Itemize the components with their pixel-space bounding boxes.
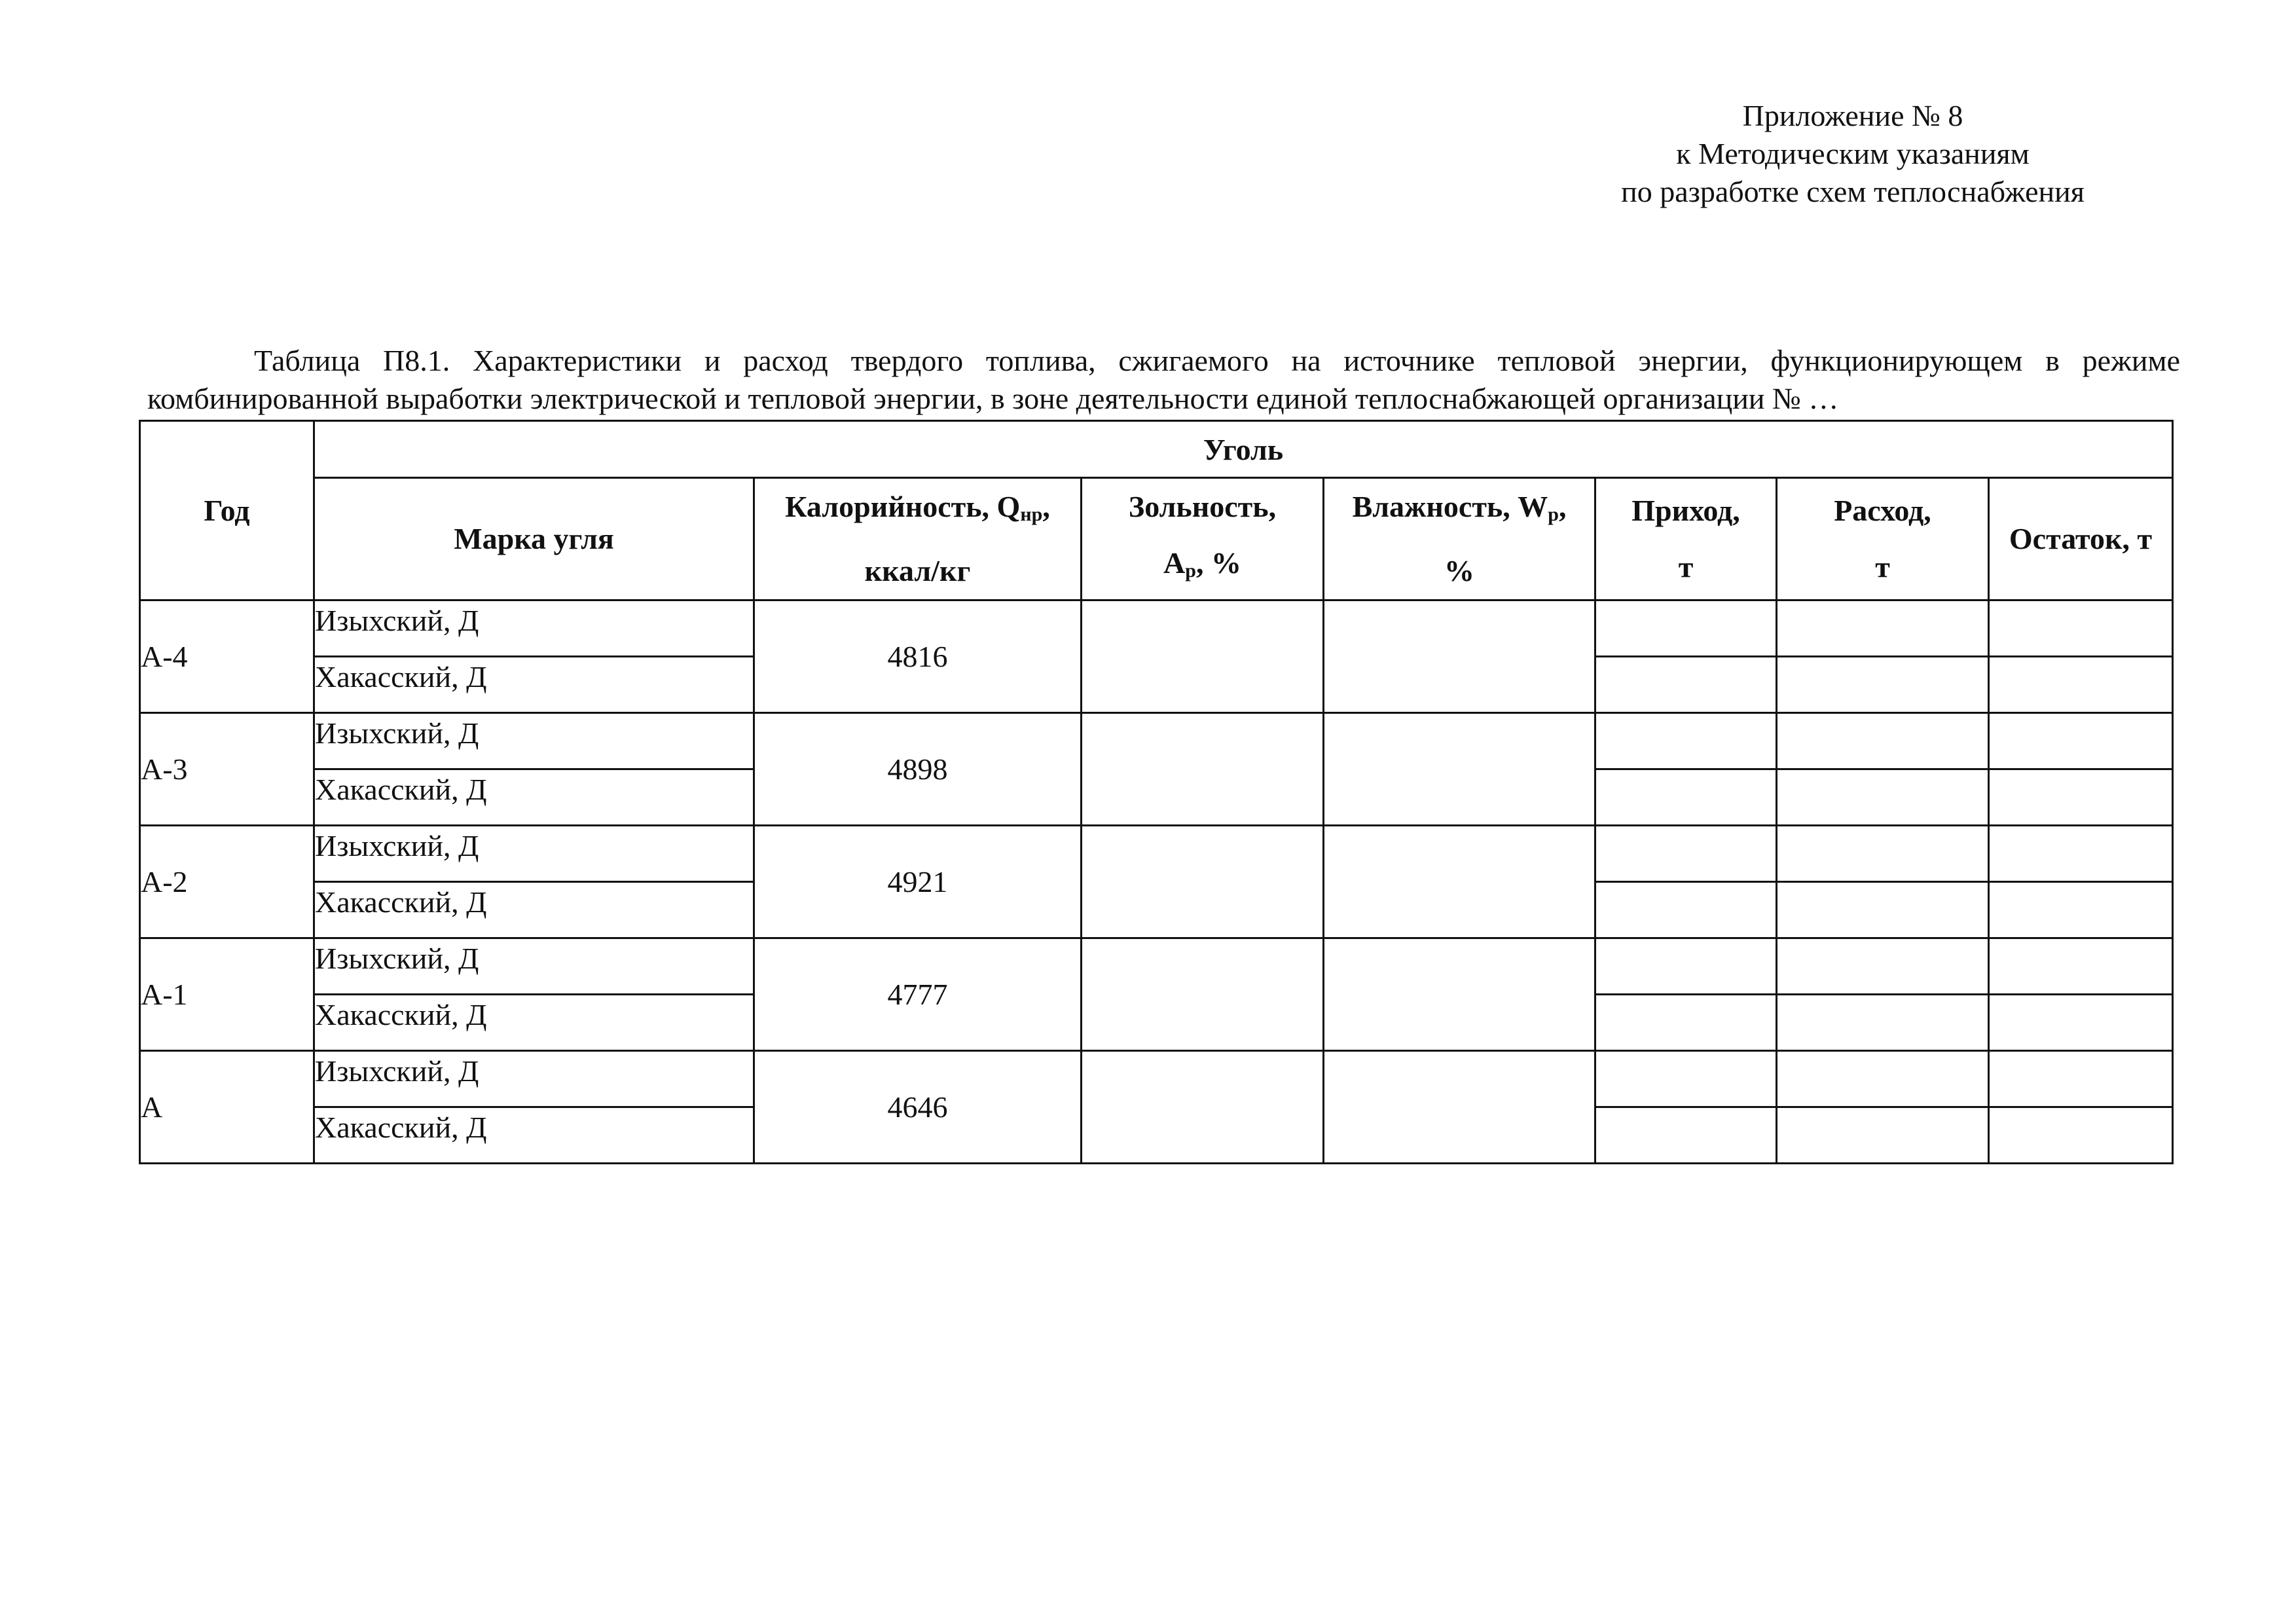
- header-income: Приход, т: [1595, 478, 1777, 600]
- header-calorific: Калорийность, $Q_{нр}$, ккал/кг: [754, 478, 1082, 600]
- balance-cell: [1989, 1051, 2173, 1107]
- balance-cell: [1989, 769, 2173, 826]
- calorific-cell: 4898: [754, 713, 1082, 826]
- expense-cell: [1777, 657, 1989, 713]
- table-row: [140, 826, 2173, 882]
- calorific-cell: 4921: [754, 826, 1082, 938]
- ash-cell: [1082, 1051, 1324, 1164]
- coal-mark-cell: Изыхский, Д: [314, 600, 754, 657]
- header-moisture: Влажность, $W_р$, %: [1324, 478, 1595, 600]
- income-cell: [1595, 1051, 1777, 1107]
- year-cell: А-2: [140, 826, 314, 938]
- coal-mark-cell: Изыхский, Д: [314, 1051, 754, 1107]
- income-cell: [1595, 1107, 1777, 1164]
- header-expense: Расход, т: [1777, 478, 1989, 600]
- coal-mark-cell: Хакасский, Д: [314, 769, 754, 826]
- header-ash: Зольность, $A_р$, %: [1082, 478, 1324, 600]
- table-row: [140, 938, 2173, 995]
- balance-cell: [1989, 995, 2173, 1051]
- table-row: [140, 600, 2173, 657]
- coal-mark-cell: Хакасский, Д: [314, 995, 754, 1051]
- ash-cell: [1082, 600, 1324, 713]
- calorific-cell: 4646: [754, 1051, 1082, 1164]
- expense-cell: [1777, 938, 1989, 995]
- moisture-cell: [1324, 1051, 1595, 1164]
- appendix-number: Приложение № 8: [1742, 99, 1963, 132]
- income-cell: [1595, 938, 1777, 995]
- appendix-header: [1558, 97, 2147, 211]
- coal-mark-cell: Хакасский, Д: [314, 1107, 754, 1164]
- balance-cell: [1989, 938, 2173, 995]
- income-cell: [1595, 769, 1777, 826]
- balance-cell: [1989, 882, 2173, 938]
- coal-table: [139, 420, 2174, 1164]
- table-caption: Таблица П8.1. Характеристики и расход твердого топлива, сжигаемого на источнике тепловой энергии, функционирующем в режиме комбинированной выработки электрической и тепловой энергии, в зоне деятельности единой теплоснабжающей организации № …: [147, 344, 2180, 415]
- table-header-row-1: [140, 421, 2173, 478]
- expense-cell: [1777, 882, 1989, 938]
- moisture-cell: [1324, 600, 1595, 713]
- balance-cell: [1989, 657, 2173, 713]
- income-cell: [1595, 826, 1777, 882]
- year-cell: А-3: [140, 713, 314, 826]
- income-cell: [1595, 600, 1777, 657]
- balance-cell: [1989, 826, 2173, 882]
- table-row: [140, 713, 2173, 769]
- balance-cell: [1989, 713, 2173, 769]
- calorific-cell: 4777: [754, 938, 1082, 1051]
- expense-cell: [1777, 600, 1989, 657]
- coal-mark-cell: Изыхский, Д: [314, 713, 754, 769]
- income-cell: [1595, 713, 1777, 769]
- table-header-row-2: [140, 478, 2173, 600]
- income-cell: [1595, 995, 1777, 1051]
- ash-cell: [1082, 826, 1324, 938]
- coal-mark-cell: Изыхский, Д: [314, 826, 754, 882]
- balance-cell: [1989, 1107, 2173, 1164]
- balance-cell: [1989, 600, 2173, 657]
- header-coal-group: Уголь: [314, 421, 2173, 478]
- expense-cell: [1777, 995, 1989, 1051]
- coal-mark-cell: Изыхский, Д: [314, 938, 754, 995]
- expense-cell: [1777, 769, 1989, 826]
- calorific-cell: 4816: [754, 600, 1082, 713]
- income-cell: [1595, 657, 1777, 713]
- moisture-cell: [1324, 713, 1595, 826]
- header-coal-mark: Марка угля: [314, 478, 754, 600]
- year-cell: А: [140, 1051, 314, 1164]
- year-cell: А-1: [140, 938, 314, 1051]
- moisture-cell: [1324, 826, 1595, 938]
- table-row: [140, 1051, 2173, 1107]
- header-balance: Остаток, т: [1989, 478, 2173, 600]
- appendix-subject: по разработке схем теплоснабжения: [1621, 175, 2085, 208]
- ash-cell: [1082, 938, 1324, 1051]
- header-year: Год: [140, 421, 314, 600]
- year-cell: А-4: [140, 600, 314, 713]
- expense-cell: [1777, 1107, 1989, 1164]
- income-cell: [1595, 882, 1777, 938]
- coal-mark-cell: Хакасский, Д: [314, 657, 754, 713]
- moisture-cell: [1324, 938, 1595, 1051]
- expense-cell: [1777, 713, 1989, 769]
- ash-cell: [1082, 713, 1324, 826]
- expense-cell: [1777, 826, 1989, 882]
- coal-mark-cell: Хакасский, Д: [314, 882, 754, 938]
- expense-cell: [1777, 1051, 1989, 1107]
- appendix-reference: к Методическим указаниям: [1676, 137, 2030, 170]
